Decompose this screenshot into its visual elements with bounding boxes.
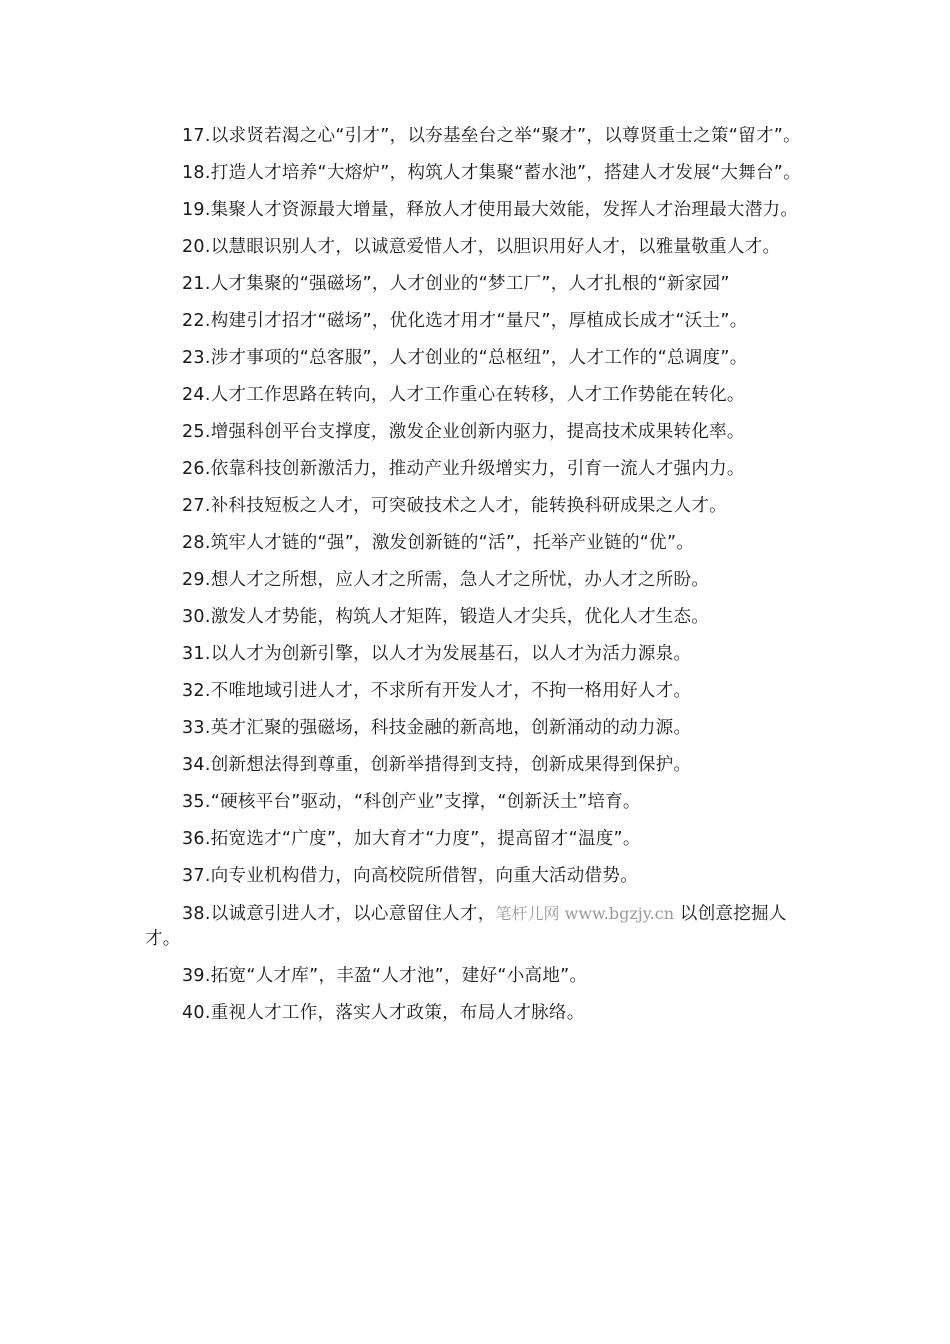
list-item: 25.增强科创平台支撑度，激发企业创新内驱力，提高技术成果转化率。 xyxy=(182,422,745,442)
list-item: 27.补科技短板之人才，可突破技术之人才，能转换科研成果之人才。 xyxy=(182,496,727,516)
list-item: 34.创新想法得到尊重，创新举措得到支持，创新成果得到保护。 xyxy=(182,755,692,775)
list-item: 33.英才汇聚的强磁场，科技金融的新高地，创新涌动的动力源。 xyxy=(182,718,692,738)
list-item: 29.想人才之所想，应人才之所需，急人才之所忧，办人才之所盼。 xyxy=(182,570,710,590)
item-38-text-end: 以创意挖掘人才。 xyxy=(145,904,787,949)
list-item: 30.激发人才势能，构筑人才矩阵，锻造人才尖兵，优化人才生态。 xyxy=(182,607,710,627)
list-item: 28.筑牢人才链的“强”，激发创新链的“活”，托举产业链的“优”。 xyxy=(182,533,695,553)
list-item: 18.打造人才培养“大熔炉”，构筑人才集聚“蓄水池”，搭建人才发展“大舞台”。 xyxy=(182,163,801,183)
list-item: 23.涉才事项的“总客服”，人才创业的“总枢纽”，人才工作的“总调度”。 xyxy=(182,348,748,368)
list-item: 20.以慧眼识别人才，以诚意爱惜人才，以胆识用好人才，以雅量敬重人才。 xyxy=(182,237,781,257)
item-38-text-start: 38.以诚意引进人才，以心意留住人才， xyxy=(182,904,496,924)
list-item: 31.以人才为创新引擎，以人才为发展基石，以人才为活力源泉。 xyxy=(182,644,692,664)
list-item: 24.人才工作思路在转向，人才工作重心在转移，人才工作势能在转化。 xyxy=(182,385,745,405)
list-item: 35.“硬核平台”驱动，“科创产业”支撑，“创新沃土”培育。 xyxy=(182,792,641,812)
list-item: 22.构建引才招才“磁场”，优化选才用才“量尺”，厚植成长成才“沃土”。 xyxy=(182,311,748,331)
list-item: 40.重视人才工作，落实人才政策，布局人才脉络。 xyxy=(182,1003,585,1023)
list-item: 37.向专业机构借力，向高校院所借智，向重大活动借势。 xyxy=(182,866,638,886)
list-item: 36.拓宽选才“广度”，加大育才“力度”，提高留才“温度”。 xyxy=(182,829,641,849)
list-item: 39.拓宽“人才库”，丰盈“人才池”，建好“小高地”。 xyxy=(182,966,588,986)
list-item: 21.人才集聚的“强磁场”，人才创业的“梦工厂”，人才扎根的“新家园” xyxy=(182,274,730,294)
list-item-38 xyxy=(145,901,813,952)
list-item: 26.依靠科技创新激活力，推动产业升级增实力，引育一流人才强内力。 xyxy=(182,459,745,479)
list-item: 17.以求贤若渴之心“引才”，以夯基垒台之举“聚才”，以尊贤重士之策“留才”。 xyxy=(182,126,801,146)
list-item: 19.集聚人才资源最大增量，释放人才使用最大效能，发挥人才治理最大潜力。 xyxy=(182,200,799,220)
document-body xyxy=(145,124,813,1038)
watermark-text: 笔杆儿网 www.bgzjy.cn xyxy=(495,904,675,923)
list-item: 32.不唯地域引进人才，不求所有开发人才，不拘一格用好人才。 xyxy=(182,681,692,701)
